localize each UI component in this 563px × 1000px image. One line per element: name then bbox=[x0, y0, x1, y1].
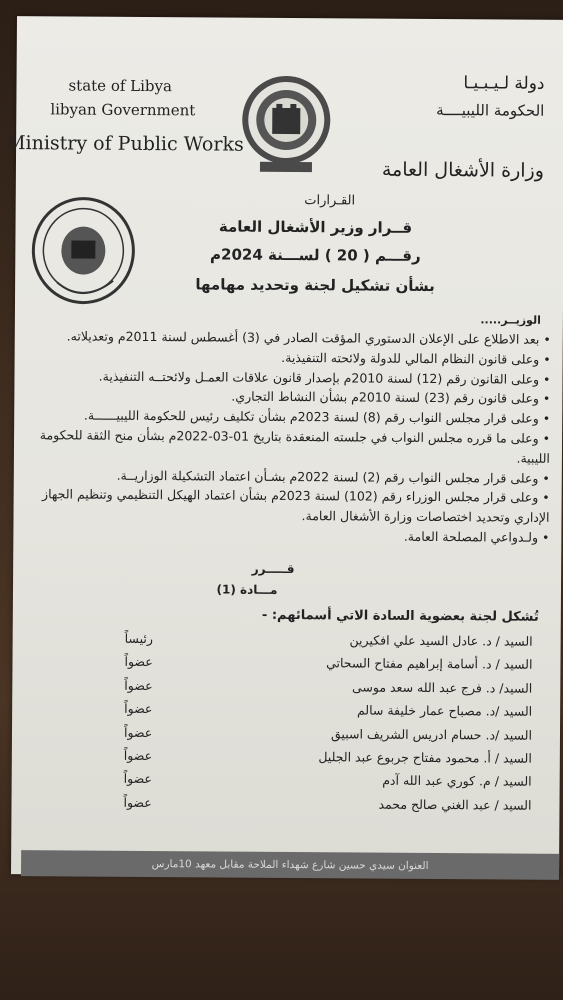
clause-item: • وعلى قرار مجلس الوزراء رقم (102) لسنة 2023م بشأن اعتماد الهيكل التنظيمي وتنظيم الجهاز الإداري وتحديد اختصاصات وزارة الأشغال العامة. bbox=[29, 485, 549, 528]
member-row bbox=[112, 654, 532, 680]
decision-title: قــرار وزير الأشغال العامة bbox=[218, 217, 413, 237]
committee-intro: تُشكل لجنة بعضوية السادة الاتي أسمائهم: - bbox=[261, 607, 539, 625]
member-row bbox=[112, 748, 532, 774]
address-footer: العنوان سيدي حسين شارع شهداء الملاحة مقابل معهد 10مارس bbox=[21, 850, 559, 880]
government-emblem-icon bbox=[240, 68, 333, 179]
committee-members-list bbox=[111, 631, 532, 821]
member-name: السيد / د. أسامة إبراهيم مفتاح السحاتي bbox=[326, 655, 533, 673]
en-ministry-label: Ministry of Public Works bbox=[6, 132, 244, 156]
decides-heading: قـــــرر bbox=[251, 561, 295, 577]
preamble-clauses bbox=[29, 326, 551, 547]
decisions-section-label: القـرارات bbox=[304, 193, 356, 209]
document-page bbox=[6, 16, 563, 878]
member-name: السيد / د. عادل السيد علي افكيرين bbox=[349, 632, 533, 649]
member-name: السيد/ د. فرج عبد الله سعد موسى bbox=[351, 679, 533, 696]
ar-state-label: دولة لـيـبـيـا bbox=[463, 73, 545, 94]
clause-item: • وعلى قانون النظام المالي للدولة ولائحته التنفيذية. bbox=[31, 346, 551, 369]
member-role: عضواً bbox=[124, 701, 153, 717]
clause-item: • ولـدواعي المصلحة العامة. bbox=[29, 524, 549, 547]
member-role: عضواً bbox=[123, 794, 152, 810]
clause-item: • وعلى قرار مجلس النواب رقم (2) لسنة 2022م بشـأن اعتماد التشكيلة الوزاريــة. bbox=[30, 465, 550, 488]
member-role: عضواً bbox=[124, 677, 153, 693]
decision-subject: بشأن تشكيل لجنة وتحديد مهامها bbox=[195, 275, 435, 296]
clause-item: • بعد الاطلاع على الإعلان الدستوري المؤقت الصادر في (3) أغسطس لسنة 2011م وتعديلاته. bbox=[31, 326, 551, 349]
member-name: السيد /د. حسام ادريس الشريف اسبيق bbox=[330, 725, 533, 743]
member-name: السيد / أ. محمود مفتاح جربوع عبد الجليل bbox=[318, 749, 532, 766]
member-row bbox=[113, 631, 533, 657]
clause-item: • وعلى قانون رقم (23) لسنة 2010م بشأن النشاط التجاري. bbox=[30, 386, 550, 409]
member-name: السيد / م. كوري عبد الله آدم bbox=[382, 773, 532, 790]
member-role: عضواً bbox=[123, 771, 152, 787]
member-role: عضواً bbox=[123, 724, 153, 740]
member-name: السيد / عبد الغني صالح محمد bbox=[378, 796, 532, 813]
ar-government-label: الحكومة الليبيــــة bbox=[436, 101, 545, 120]
en-state-label: state of Libya bbox=[68, 76, 173, 96]
clause-item: • وعلى القانون رقم (12) لسنة 2010م بإصدار قانون علاقات العمـل ولائحتــه التنفيذية. bbox=[30, 366, 550, 389]
decision-number: رقـــم ( 20 ) لســـنة 2024م bbox=[209, 245, 421, 265]
member-row bbox=[112, 724, 532, 750]
en-government-label: libyan Government bbox=[50, 100, 196, 120]
member-role: عضواً bbox=[124, 654, 153, 670]
member-role: رئيساً bbox=[124, 630, 153, 647]
clause-item: • وعلى قرار مجلس النواب رقم (8) لسنة 2023م بشأن تكليف رئيس للحكومة الليبيــــــة. bbox=[30, 405, 550, 428]
minister-label: الوزيــر..... bbox=[480, 313, 541, 327]
member-name: السيد /د. مصباح عمار خليفة سالم bbox=[356, 702, 533, 719]
member-row bbox=[112, 701, 532, 727]
member-row bbox=[112, 678, 532, 704]
member-role: عضواً bbox=[123, 747, 153, 764]
ar-ministry-label: وزارة الأشغال العامة bbox=[381, 158, 545, 182]
article-heading: مـــادة (1) bbox=[216, 582, 278, 597]
clause-item: • وعلى ما قرره مجلس النواب في جلسته المنعقدة بتاريخ 01-03-2022م بشأن منح الثقة للحكومة الليبية. bbox=[30, 425, 550, 468]
member-row bbox=[111, 795, 531, 821]
member-row bbox=[112, 771, 532, 797]
